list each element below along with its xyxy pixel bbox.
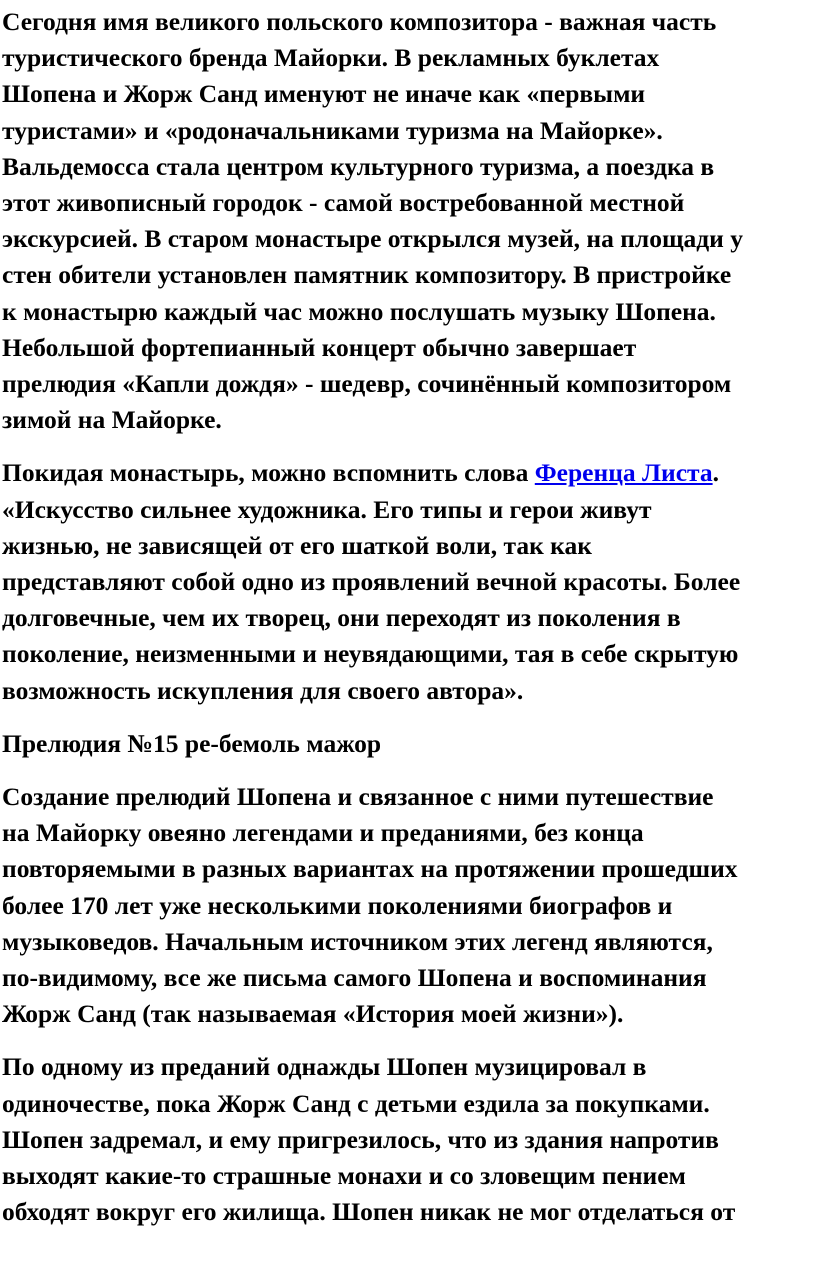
- text-line: обходят вокруг его жилища. Шопен никак не мог отделаться от: [2, 1197, 736, 1227]
- text-line: Сегодня имя великого польского композитора - важная часть: [2, 7, 717, 36]
- text-segment: .: [712, 458, 719, 488]
- text-line: музыковедов. Начальным источником этих легенд являются,: [2, 926, 713, 956]
- text-line: Вальдемосса стала центром культурного туризма, а поездка в: [2, 151, 715, 181]
- text-line: Шопена и Жорж Санд именуют не иначе как «первыми: [2, 79, 646, 109]
- text-line: одиночестве, пока Жорж Санд с детьми ездила за покупками.: [2, 1088, 710, 1118]
- text-segment: Покидая монастырь, можно вспомнить слова: [2, 458, 535, 488]
- text-line: возможность искупления для своего автора».: [2, 675, 524, 705]
- text-line: представляют собой одно из проявлений вечной красоты. Более: [2, 567, 741, 597]
- text-line: туристами» и «родоначальниками туризма на Майорке».: [2, 115, 663, 145]
- text-line: на Майорку овеяно легендами и преданиями, без конца: [2, 818, 644, 848]
- text-line: Небольшой фортепианный концерт обычно завершает: [2, 332, 637, 362]
- text-line: Создание прелюдий Шопена и связанное с ними путешествие: [2, 782, 714, 812]
- text-line: долговечные, чем их творец, они переходят из поколения в: [2, 603, 681, 633]
- text-line: стен обители установлен памятник композитору. В пристройке: [2, 260, 732, 290]
- heading-line: Прелюдия №15 ре-бемоль мажор: [2, 728, 382, 758]
- text-line: повторяемыми в разных вариантах на протяжении прошедших: [2, 854, 738, 884]
- text-line: поколение, неизменными и неувядающими, тая в себе скрытую: [2, 639, 739, 669]
- text-line: «Искусство сильнее художника. Его типы и герои живут: [2, 494, 652, 524]
- text-line-with-link: [2, 455, 816, 491]
- text-line: Шопен задремал, и ему пригрезилось, что из здания напротив: [2, 1124, 719, 1154]
- text-line: Жорж Санд (так называемая «История моей жизни»).: [2, 999, 624, 1029]
- text-line: по-видимому, все же письма самого Шопена и воспоминания: [2, 963, 707, 993]
- liszt-link[interactable]: Ференца Листа: [534, 458, 713, 488]
- paragraph-monks-legend: [2, 1049, 816, 1230]
- text-line: выходят какие-то страшные монахи и со зловещим пением: [2, 1161, 686, 1191]
- text-line: По одному из преданий однажды Шопен музицировал в: [2, 1052, 647, 1082]
- text-line: туристического бренда Майорки. В рекламных буклетах: [2, 43, 660, 73]
- text-line: экскурсией. В старом монастыре открылся музей, на площади у: [2, 224, 743, 254]
- paragraph-majorca-brand: [2, 4, 816, 438]
- text-line: жизнью, не зависящей от его шаткой воли, так как: [2, 530, 592, 560]
- text-line: прелюдия «Капли дождя» - шедевр, сочинённый композитором: [2, 369, 732, 399]
- paragraph-preludes-legends: [2, 779, 816, 1032]
- text-line: зимой на Майорке.: [2, 405, 222, 435]
- text-line: более 170 лет уже несколькими поколениями биографов и: [2, 890, 673, 920]
- text-line: к монастырю каждый час можно послушать музыку Шопена.: [2, 296, 716, 326]
- section-heading-prelude-15: [2, 726, 816, 762]
- paragraph-liszt-quote: [2, 455, 816, 708]
- text-line: этот живописный городок - самой востребованной местной: [2, 188, 685, 218]
